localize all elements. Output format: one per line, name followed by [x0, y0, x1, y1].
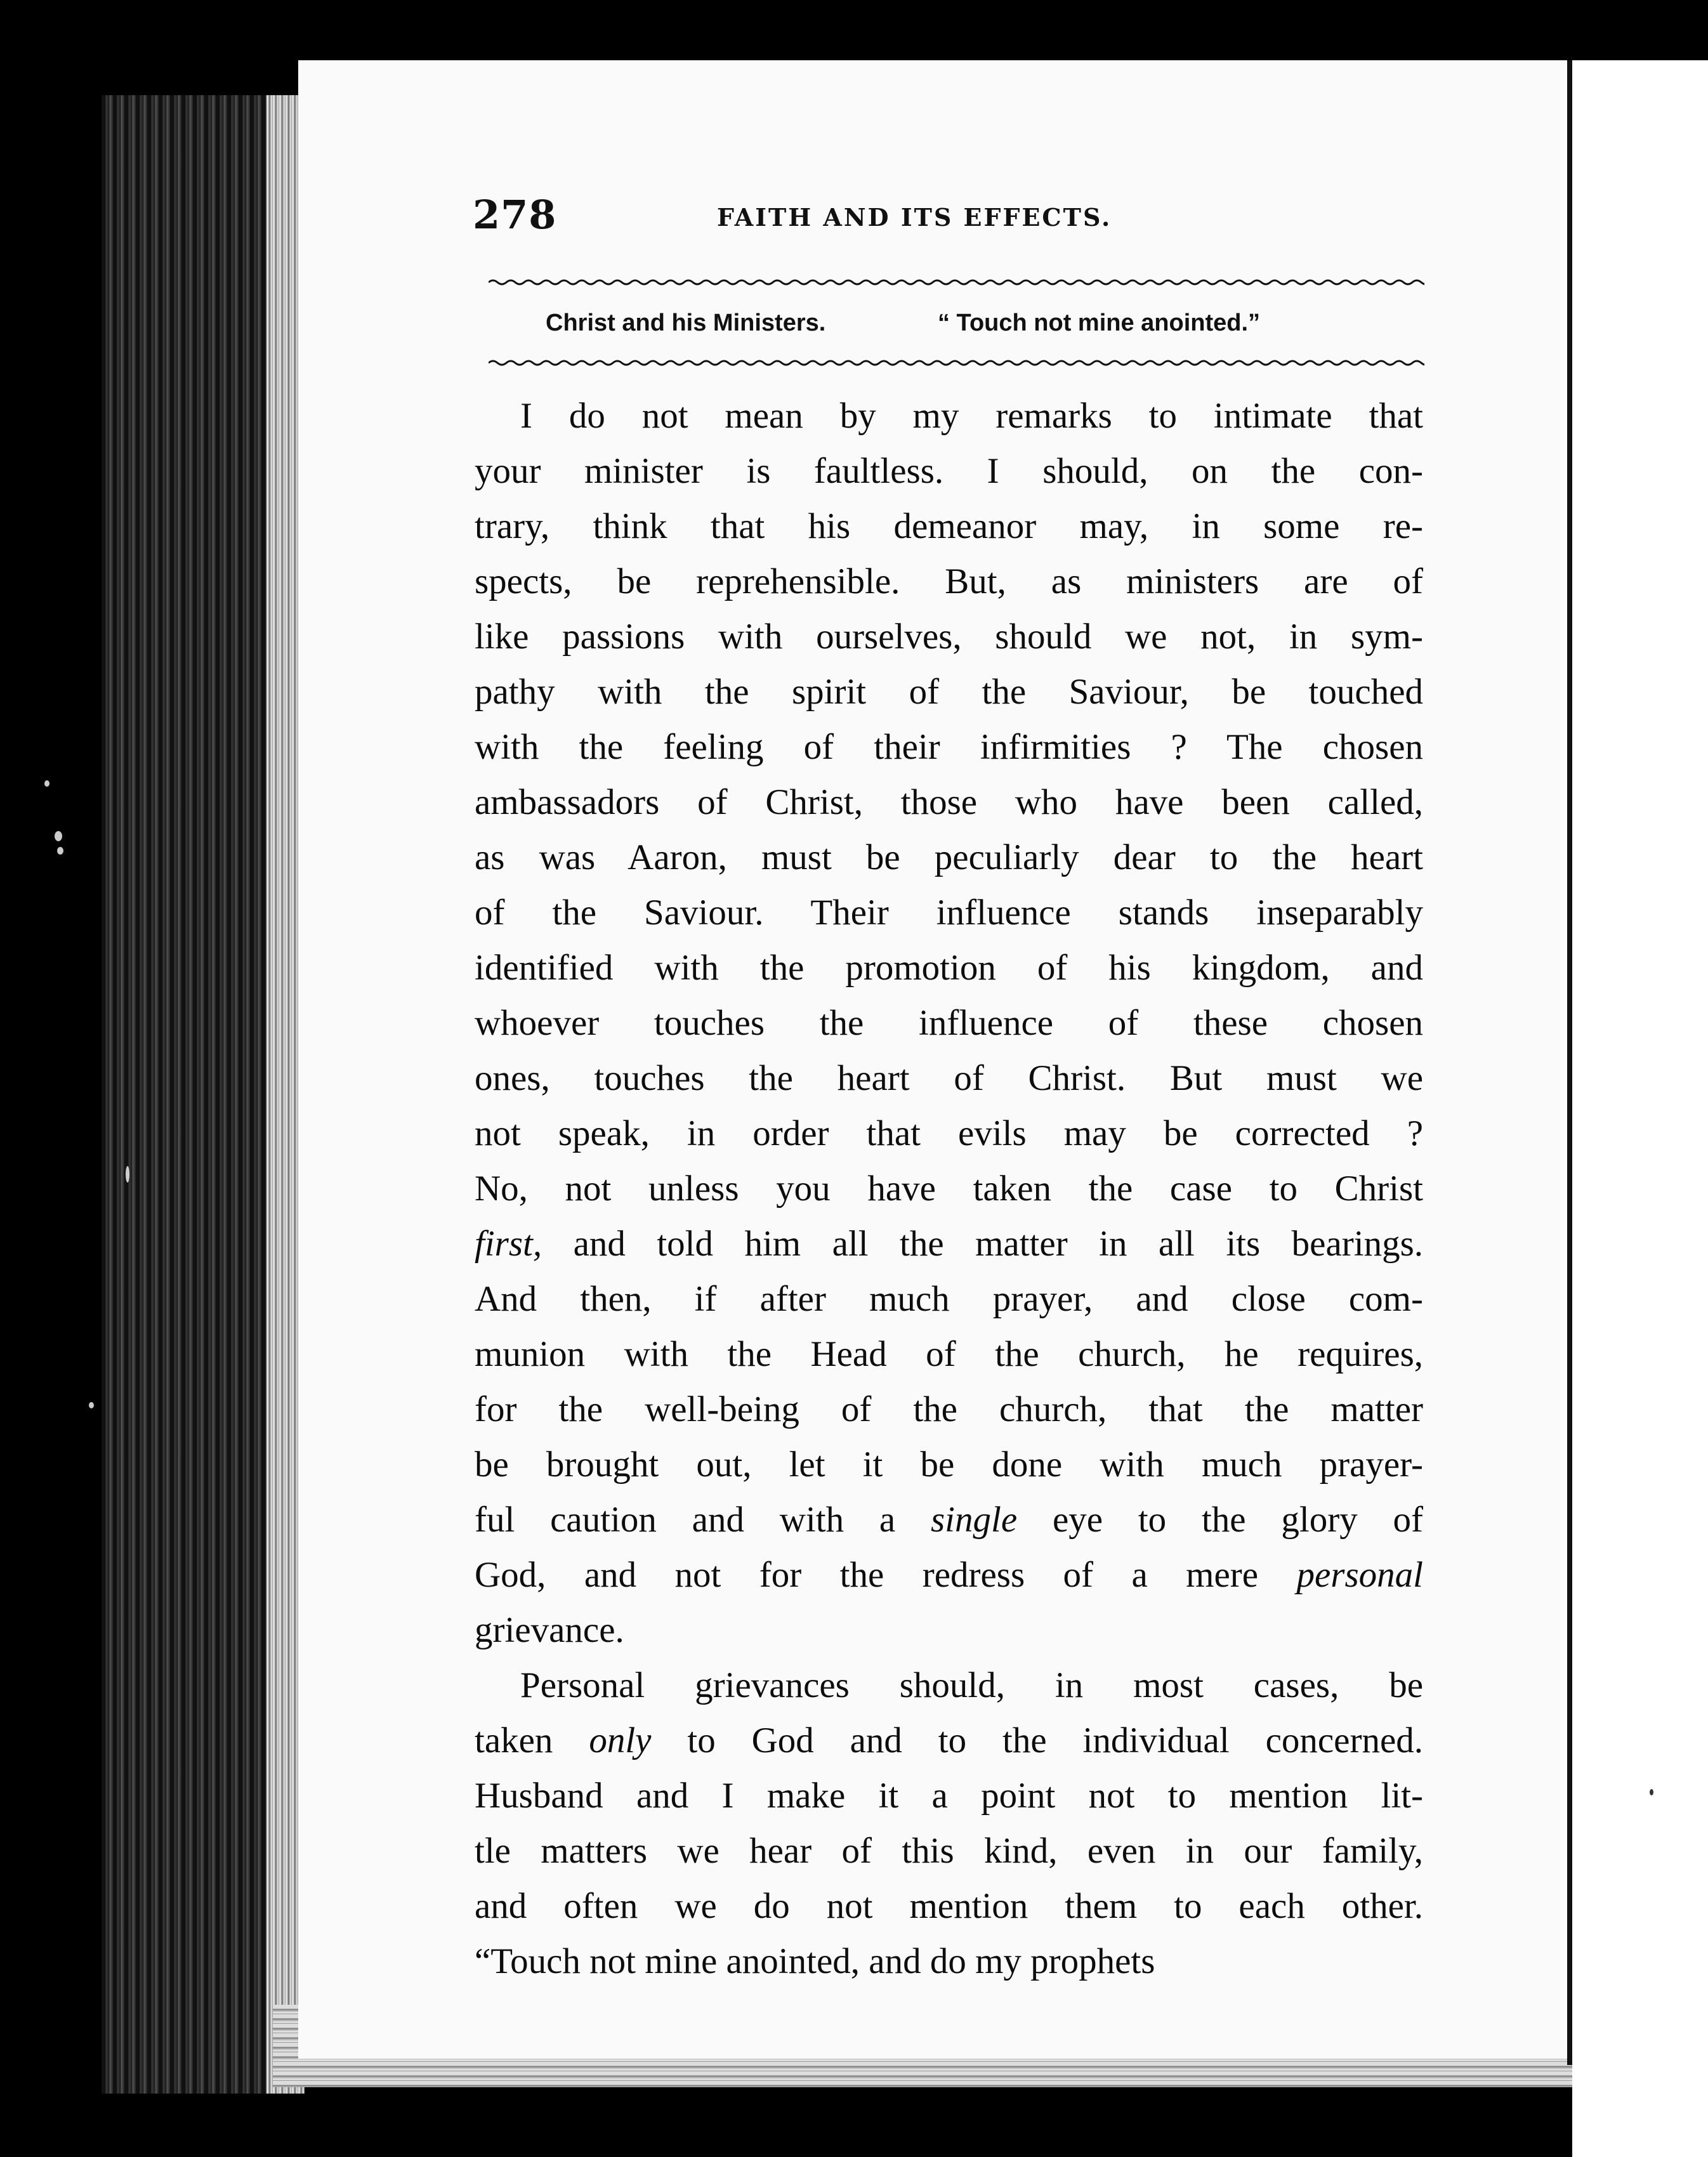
text-segment: I do not mean by my remarks to intimate that — [520, 396, 1423, 436]
text-line — [475, 1271, 1423, 1327]
text-line — [475, 1216, 1423, 1271]
text-segment: to God and to the individual concerned. — [651, 1721, 1423, 1760]
text-segment: Personal grievances should, in most cases, be — [520, 1665, 1423, 1705]
book-fore-edge — [102, 95, 305, 2094]
text-line — [475, 1161, 1423, 1216]
text-line — [475, 719, 1423, 775]
text-segment: not speak, in order that evils may be corrected ? — [475, 1113, 1423, 1153]
text-segment: No, not unless you have taken the case to Christ — [475, 1169, 1423, 1209]
text-segment: “Touch not mine anointed, and do my prophets — [475, 1941, 1155, 1981]
text-segment: eye to the glory of — [1017, 1500, 1423, 1540]
page-number: 278 — [473, 192, 557, 238]
scan-speck — [57, 847, 63, 855]
text-segment: munion with the Head of the church, he requires, — [475, 1334, 1423, 1374]
text-segment: with the feeling of their infirmities ? The chosen — [475, 727, 1423, 767]
text-line — [475, 1658, 1423, 1713]
ornamental-rule-top — [489, 276, 1424, 289]
text-line — [475, 1106, 1423, 1161]
text-segment: whoever touches the influence of these chosen — [475, 1003, 1423, 1043]
subheading-left: Christ and his Ministers. — [546, 310, 826, 336]
subheading-right: “ Touch not mine anointed.” — [938, 310, 1261, 336]
text-line — [475, 1823, 1423, 1878]
text-line — [475, 1051, 1423, 1106]
scan-speck — [55, 831, 62, 841]
text-line — [475, 885, 1423, 940]
ornamental-rule-bottom — [489, 357, 1424, 369]
page-gutter-line — [1567, 60, 1572, 2065]
text-line — [475, 1547, 1423, 1603]
text-line — [475, 609, 1423, 664]
text-line — [475, 499, 1423, 554]
text-segment: your minister is faultless. I should, on the con- — [475, 451, 1423, 491]
text-segment: ambassadors of Christ, those who have been called, — [475, 782, 1423, 822]
text-segment: of the Saviour. Their influence stands inseparably — [475, 893, 1423, 933]
scan-speck — [89, 1402, 94, 1408]
facing-page-margin — [1572, 60, 1708, 2157]
text-segment: grievance. — [475, 1610, 624, 1650]
scan-speck — [1650, 1789, 1653, 1795]
text-line — [475, 940, 1423, 995]
text-segment: like passions with ourselves, should we not, in sym- — [475, 617, 1423, 657]
text-line — [475, 1768, 1423, 1823]
text-segment: for the well-being of the church, that the matter — [475, 1389, 1423, 1429]
text-line — [475, 443, 1423, 499]
text-line — [475, 1382, 1423, 1437]
text-line — [475, 1934, 1423, 1989]
scan-speck — [126, 1166, 129, 1183]
text-segment: be brought out, let it be done with much prayer- — [475, 1445, 1423, 1485]
text-segment: ful caution and with a — [475, 1500, 931, 1540]
text-segment: trary, think that his demeanor may, in some re- — [475, 506, 1423, 546]
text-segment: and often we do not mention them to each other. — [475, 1886, 1423, 1926]
text-line — [475, 1492, 1423, 1547]
text-segment: and told him all the matter in all its bearings. — [542, 1224, 1423, 1264]
body-text — [475, 388, 1423, 1989]
text-line — [475, 554, 1423, 609]
text-line — [475, 1878, 1423, 1934]
italic-text: personal — [1296, 1555, 1423, 1595]
text-segment: taken — [475, 1721, 589, 1760]
text-segment: spects, be reprehensible. But, as ministers are of — [475, 561, 1423, 601]
text-segment: tle matters we hear of this kind, even in our family, — [475, 1831, 1423, 1871]
italic-text: single — [931, 1500, 1018, 1540]
text-segment: pathy with the spirit of the Saviour, be touched — [475, 672, 1423, 712]
italic-text: first, — [475, 1224, 542, 1264]
text-line — [475, 1713, 1423, 1768]
text-line — [475, 995, 1423, 1051]
italic-text: only — [589, 1721, 652, 1760]
text-segment: ones, touches the heart of Christ. But must we — [475, 1058, 1423, 1098]
text-line — [475, 830, 1423, 885]
running-title: FAITH AND ITS EFFECTS. — [717, 203, 1112, 232]
text-segment: as was Aaron, must be peculiarly dear to the heart — [475, 837, 1423, 877]
text-line — [475, 1603, 1423, 1658]
text-line — [475, 664, 1423, 719]
text-line — [475, 388, 1423, 443]
text-line — [475, 1437, 1423, 1492]
text-line — [475, 775, 1423, 830]
text-segment: identified with the promotion of his kingdom, and — [475, 948, 1423, 988]
scan-speck — [44, 780, 49, 787]
text-segment: And then, if after much prayer, and close com- — [475, 1279, 1423, 1319]
text-segment: God, and not for the redress of a mere — [475, 1555, 1297, 1595]
text-line — [475, 1327, 1423, 1382]
text-segment: Husband and I make it a point not to mention lit- — [475, 1776, 1423, 1816]
